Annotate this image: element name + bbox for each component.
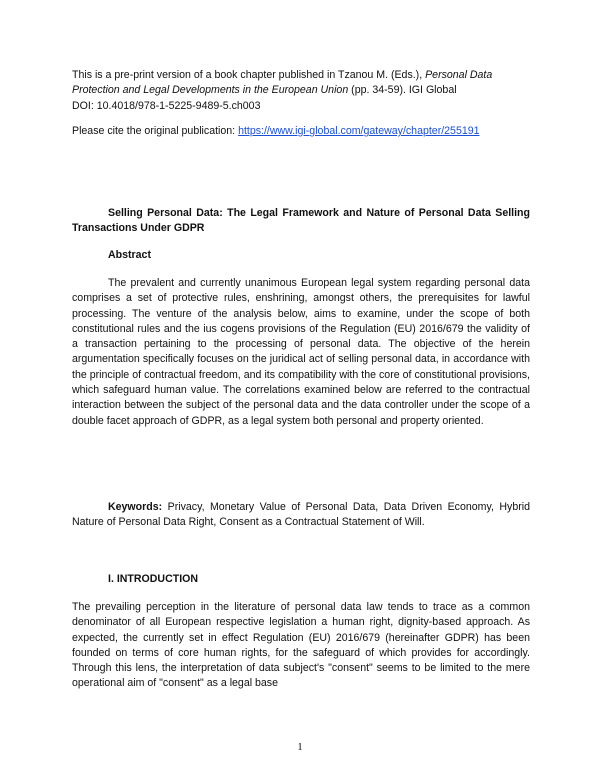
introduction-heading: I. INTRODUCTION bbox=[108, 573, 199, 585]
abstract-heading: Abstract bbox=[108, 249, 151, 261]
citation-label: Please cite the original publication: bbox=[72, 125, 239, 137]
abstract-body: The prevalent and currently unanimous European legal system regarding personal data comprises a set of protective rules, enshrining, amongst others, the prerequisites for lawful processing. The venture of the analysis below, aims to examine, under the scope of both constitutional rules and the ius cogens provisions of the Regulation (EU) 2016/679 the validity of a transaction pertaining to the processing of personal data. The objective of the herein argumentation specifically focuses on the juridical act of selling personal data, in accordance with the principle of contractual freedom, and its compatibility with the core of constitutional provisions, which safeguard human value. The correlations examined below are referred to the contractual interaction between the subject of the personal data and the data controller under the scope of a double facet approach of GDPR, as a legal system both personal and property oriented. bbox=[72, 277, 530, 427]
preprint-note-text: This is a pre-print version of a book chapter published in Tzanou M. (Eds.), bbox=[72, 69, 426, 81]
book-title: Personal Data Protection and Legal Developments in the European Union bbox=[72, 69, 493, 97]
citation-link[interactable]: https://www.igi-global.com/gateway/chapter/255191 bbox=[238, 125, 480, 137]
keywords-text: Privacy, Monetary Value of Personal Data, Data Driven Economy, Hybrid Nature of Personal Data Right, Consent as a Contractual Statement of Will. bbox=[72, 501, 530, 529]
preprint-note bbox=[72, 68, 530, 114]
keywords-label: Keywords: bbox=[108, 501, 163, 513]
paper-title: Selling Personal Data: The Legal Framework and Nature of Personal Data Selling Transactions Under GDPR bbox=[72, 207, 530, 235]
page-number: 1 bbox=[297, 741, 303, 753]
publisher-info: (pp. 34-59). IGI Global bbox=[348, 84, 457, 97]
doi-line: DOI: 10.4018/978-1-5225-9489-5.ch003 bbox=[72, 99, 261, 112]
introduction-body: The prevailing perception in the literature of personal data law tends to trace as a common denominator of all European respective legislation a human right, dignity-based approach. As expected, the currently set in effect Regulation (EU) 2016/679 (hereinafter GDPR) has been founded on terms of core human rights, for the safeguard of which provides for accordingly. Through this lens, the interpretation of data subject's "consent" seems to be limited to the mere operational aim of "consent" as a legal base bbox=[72, 601, 530, 690]
citation-line bbox=[72, 124, 530, 139]
keywords-paragraph bbox=[72, 500, 530, 531]
